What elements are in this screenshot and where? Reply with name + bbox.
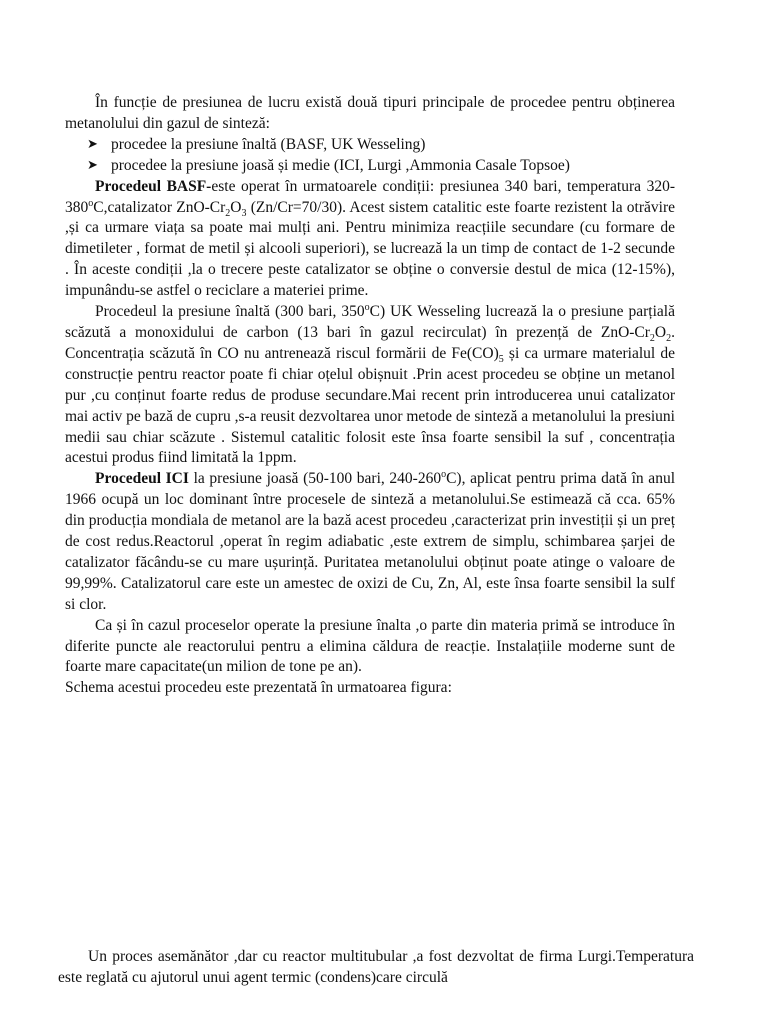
subscript: 5 xyxy=(498,353,504,365)
wesseling-text-b: C) UK Wesseling lucrează la o presiune parțială scăzută a monoxidului de carbon (13 bari în gazul recirculat) în prezență de ZnO-Cr xyxy=(65,303,675,341)
schema-text: Schema acestui procedeu este prezentată în urmatoarea figura: xyxy=(65,679,452,697)
wesseling-paragraph xyxy=(65,302,675,469)
main-text-block xyxy=(65,93,675,699)
schema-paragraph xyxy=(65,678,675,699)
arrow-right-icon: ➤ xyxy=(87,157,98,173)
wesseling-text-a: Procedeul la presiune înaltă (300 bari, 350 xyxy=(95,303,365,321)
basf-paragraph xyxy=(65,177,675,302)
subscript: 2 xyxy=(649,333,655,345)
list-item-text: procedee la presiune joasă și medie (ICI, Lurgi ,Ammonia Casale Topsoe) xyxy=(111,156,570,174)
list-item-text: procedee la presiune înaltă (BASF, UK Wesseling) xyxy=(111,135,426,153)
subscript: 3 xyxy=(241,207,247,219)
arrow-right-icon: ➤ xyxy=(87,136,98,152)
list-item xyxy=(87,156,675,177)
list-item xyxy=(87,135,675,156)
subscript: 2 xyxy=(225,207,231,219)
operated-paragraph xyxy=(65,616,675,679)
ici-heading: Procedeul ICI xyxy=(95,470,189,488)
basf-text-a: este operat în urmatoarele condiții: presiunea 340 bari, temperatura 320-380 xyxy=(65,177,675,216)
degree-mark: o xyxy=(441,469,447,481)
process-type-list xyxy=(65,135,675,177)
basf-text-c: O xyxy=(230,198,242,216)
intro-paragraph xyxy=(65,93,675,135)
degree-mark: o xyxy=(88,197,94,209)
wesseling-text-e: și ca urmare materialul de construcție pentru reactor poate fi chiar oțelul obișnuit .Prin acest procedeu se obține un metanol pur ,cu conținut foarte redus de produse secundare.Mai recent prin introducerea unui catalizator mai activ pe bază de cupru ,s-a reusit dezvoltarea unor metode de sinteză a metanolului la presiuni medii sau chiar scăzute . Sistemul catalitic folosit este însa foarte sensibil la suf , concentrația acestui produs fiind limitată la 1ppm. xyxy=(65,344,675,467)
ici-text-b: C), aplicat pentru prima dată în anul 1966 ocupă un loc dominant între procesele de sinteză a metanolului.Se estimează că cca. 65% din producția mondiala de metanol are la bază acest procedeu ,caracterizat prin investiții și un preț de cost redus.Reactorul ,operat în regim adiabatic ,este extrem de simplu, schimbarea șarjei de catalizator făcându-se cu mare ușurință. Puritatea metanolului obținut poate atinge o valoare de 99,99%. Catalizatorul care este un amestec de oxizi de Cu, Zn, Al, este însa foarte sensibil la sulf si clor. xyxy=(65,470,675,613)
lurgi-text: Un proces asemănător ,dar cu reactor multitubular ,a fost dezvoltat de firma Lurgi.Temperatura este reglată cu ajutorul unui agent termic (condens)care circulă xyxy=(58,948,694,986)
basf-text-b: C,catalizator ZnO-Cr xyxy=(93,198,226,216)
basf-heading: Procedeul BASF- xyxy=(95,177,212,195)
operated-text: Ca și în cazul proceselor operate la presiune înalta ,o parte din materia primă se introduce în diferite puncte ale reactorului pentru a elimina căldura de reacție. Instalațiile moderne sunt de foarte mare capacitate(un milion de tone pe an). xyxy=(65,616,675,676)
degree-mark: o xyxy=(364,301,370,313)
wesseling-text-d: . Concentrația scăzută în CO nu antrenează riscul formării de Fe(CO) xyxy=(65,323,675,362)
lurgi-paragraph xyxy=(58,947,694,989)
subscript: 2 xyxy=(666,333,672,345)
ici-text-a: la presiune joasă (50-100 bari, 240-260 xyxy=(188,470,442,488)
bottom-text-block xyxy=(58,947,694,989)
intro-sentence: În funcție de presiunea de lucru există două tipuri principale de procedee pentru obținerea metanolului din gazul de sinteză: xyxy=(65,94,675,132)
ici-paragraph xyxy=(65,469,675,615)
wesseling-text-c: O xyxy=(654,323,667,341)
basf-text-d: (Zn/Cr=70/30). Acest sistem catalitic este foarte rezistent la otrăvire ,și ca urmare viața sa poate mai mulți ani. Pentru minimiza reacțiile secundare (cu formare de dimetileter , format de metil și alcooli superiori), se lucrează la un timp de contact de 1-2 secunde . În aceste condiții ,la o trecere peste catalizator se obține o conversie destul de mica (12-15%), impunându-se astfel o reciclare a materiei prime. xyxy=(65,198,675,300)
